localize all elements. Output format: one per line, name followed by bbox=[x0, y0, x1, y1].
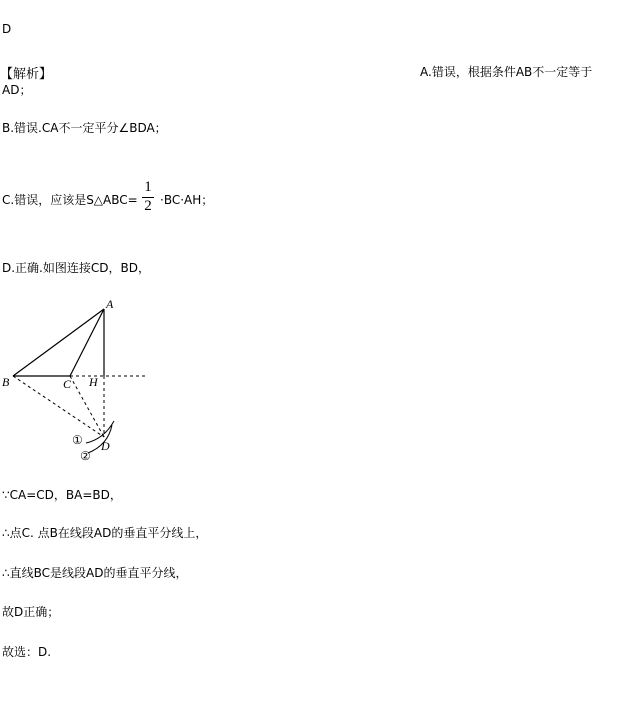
fraction-numerator: 1 bbox=[144, 179, 152, 195]
label-d: D bbox=[101, 439, 110, 453]
fraction-denominator: 2 bbox=[144, 198, 152, 214]
label-c: C bbox=[63, 377, 72, 391]
label-h: H bbox=[89, 375, 98, 389]
segment-cd bbox=[70, 376, 104, 437]
answer-text: D bbox=[2, 22, 12, 36]
option-a-line1: A.错误，根据条件AB不一定等于 bbox=[420, 65, 593, 79]
proof-step-3: ∴直线BC是线段AD的垂直平分线， bbox=[2, 566, 188, 580]
option-c-suffix: ·BC·AH； bbox=[160, 193, 214, 207]
proof-step-1: ∵CA=CD，BA=BD， bbox=[2, 488, 122, 502]
segment-ca bbox=[70, 309, 104, 376]
segment-ba bbox=[13, 309, 104, 376]
label-b: B bbox=[2, 375, 10, 389]
label-arc2: ② bbox=[80, 449, 91, 463]
label-a: A bbox=[106, 297, 114, 311]
option-d: D.正确.如图连接CD，BD， bbox=[2, 261, 150, 275]
proof-conclusion: 故选：D. bbox=[2, 645, 52, 659]
label-arc1: ① bbox=[72, 433, 83, 447]
option-a-line2: AD； bbox=[2, 83, 32, 97]
proof-step-2: ∴点C. 点B在线段AD的垂直平分线上， bbox=[2, 526, 208, 540]
analysis-heading: 【解析】 bbox=[0, 67, 53, 82]
geometry-figure bbox=[0, 295, 160, 470]
proof-step-4: 故D正确； bbox=[2, 605, 60, 619]
option-b: B.错误.CA不一定平分∠BDA； bbox=[2, 121, 167, 135]
option-c-prefix: C.错误，应该是S△ABC= bbox=[2, 193, 138, 207]
